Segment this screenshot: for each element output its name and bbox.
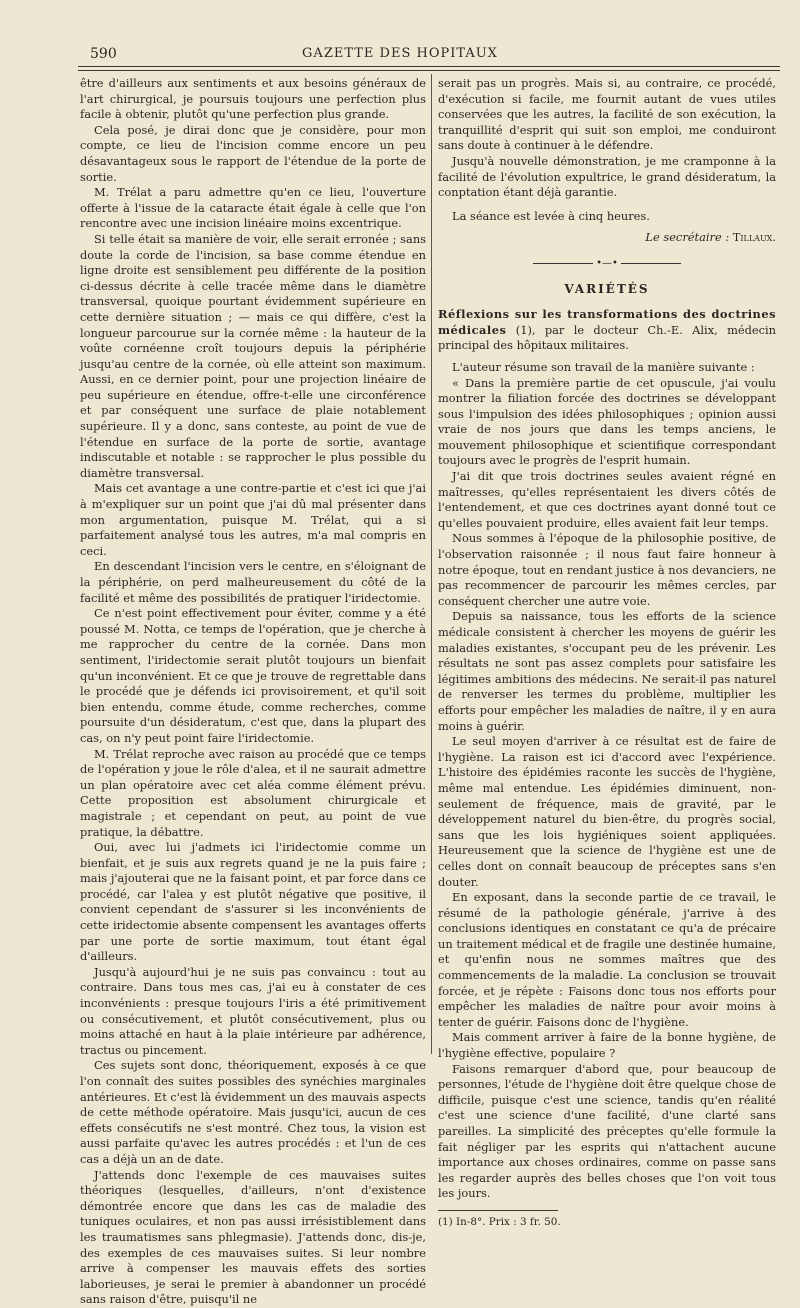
paragraph: En descendant l'incision vers le centre, en s'éloignant de la périphérie, on perd malheureusement du côté de la facilité et même des possibilités de pratiquer l'iridectomie.: [80, 559, 426, 605]
paragraph: M. Trélat a paru admettre qu'en ce lieu, l'ouverture offerte à l'issue de la cataracte était égale à celle que l'on rencontre avec une incision linéaire moins excentrique.: [80, 185, 426, 231]
signature-name: Tillaux.: [732, 230, 776, 245]
paragraph: Jusqu'à nouvelle démonstration, je me cramponne à la facilité de l'évolution expultrice, le grand désideratum, la conptation étant déjà garantie.: [438, 153, 776, 200]
footnote-rule: [438, 1210, 558, 1211]
spacer: [438, 201, 776, 209]
paragraph: L'auteur résume son travail de la manière suivante :: [452, 359, 755, 374]
column-divider: [431, 74, 432, 1054]
signature-role: Le secrétaire :: [645, 230, 730, 245]
header-rule-double: [78, 70, 780, 71]
paragraph: être d'ailleurs aux sentiments et aux besoins généraux de l'art chirurgical, je poursuis toujours une perfection plus facile à obtenir, plutôt qu'une perfection plus grande.: [80, 76, 426, 122]
article-title: Réflexions sur les transformations des doctrines médicales: [438, 307, 776, 337]
paragraph: Ces sujets sont donc, théoriquement, exposés à ce que l'on connaît des suites possibles des synéchies marginales antérieures. Et c'est là évidemment un des mauvais aspects de cette méthode opératoire. Mais jusqu'ici, aucun de ces effets consécutifs ne s'est montré. Chez tous, la vision est aussi parfaite qu'avec les autres procédés : et l'un de ces cas a déjà un an de date.: [80, 1058, 427, 1166]
section-ornament: [438, 256, 776, 272]
ornament-line: [621, 263, 681, 264]
right-column: [438, 76, 776, 1231]
paragraph: En exposant, dans la seconde partie de ce travail, le résumé de la pathologie générale, j'arrive à des conclusions identiques en constatant ce qu'a de précaire un traitement médical et de fragile une destinée humaine, et qu'enfin nous ne sommes maîtres que des commencements de la maladie. La conclusion se trouvait forcée, et je répète : Faisons donc tous nos efforts pour empêcher les maladies de naître pour avoir moins à tenter de guérir. Faisons donc de l'hygiène.: [438, 890, 776, 1029]
ornament-line: [533, 263, 593, 264]
paragraph: Le seul moyen d'arriver à ce résultat est de faire de l'hygiène. La raison est ici d'accord avec l'expérience. L'histoire des épidémies raconte les succès de l'hygiène, même mal entendue. Les épidémies diminuent, non-seulement de fréquence, mais de gravité, par le développement naturel du bien-être, du progrès social, sans que les lois hygiéniques soient appliquées. Heureusement que la science de l'hygiène est une de celles dont on connaît beaucoup de préceptes sans s'en douter.: [438, 734, 776, 889]
paragraph: Ce n'est point effectivement pour éviter, comme y a été poussé M. Notta, ce temps de l'opération, que je cherche à me rapprocher du centre de la cornée. Dans mon sentiment, l'iridectomie serait plutôt toujours un bienfait qu'un inconvénient. Et ce que je trouve de regrettable dans le procédé que je défends ici provisoirement, et qu'il soit bien entendu, comme étude, comme recherches, comme poursuite d'un désideratum, c'est que, dans la plupart des cas, on n'y peut point faire l'iridectomie.: [80, 606, 426, 745]
paragraph: Oui, avec lui j'admets ici l'iridectomie comme un bienfait, et je suis aux regrets quand je ne la puis faire ; mais j'ajouterai que ne la faisant point, et par force dans ce procédé, car l'alea y est plutôt négative que positive, il convient cependant de s'assurer si les inconvénients de cette iridectomie absente compensent les avantages offerts par une porte de sortie maximum, tout étant égal d'ailleurs.: [80, 840, 426, 964]
paragraph: Faisons remarquer d'abord que, pour beaucoup de personnes, l'étude de l'hygiène doit être quelque chose de difficile, puisque c'est une science, tandis qu'en réalité c'est une science d'une facilité, d'une clarté sans pareilles. La simplicité des préceptes qu'elle formule la fait négliger par les esprits qui n'attachent aucune importance aux choses ordinaires, comme on passe sans les regarder auprès des belles choses que l'on voit tous les jours.: [438, 1061, 776, 1201]
footnote: (1) In-8°. Prix : 3 fr. 50.: [438, 1215, 561, 1228]
article-byline: (1), par le docteur Ch.-E. Alix, médecin principal des hôpitaux militaires.: [438, 322, 777, 353]
paragraph: J'ai dit que trois doctrines seules avaient régné en maîtresses, qu'elles représentaient les divers côtés de l'entendement, et que ces doctrines ayant donné tout ce qu'elles pouvaient produire, elles avaient fait leur temps.: [438, 469, 776, 530]
paragraph: Si telle était sa manière de voir, elle serait erronée ; sans doute la corde de l'incision, sa base comme étendue en ligne droite est sensiblement peu différente de la position ci-dessus décrite à celle tracée même dans le diamètre transversal, quoique pourtant évidemment supérieure en cette dernière situation ; — mais ce qui diffère, c'est la longueur parcourue sur la cornée même : la hauteur de la voûte cornéenne croît toujours depuis la périphérie jusqu'au centre de la cornée, où elle atteint son maximum. Aussi, en ce dernier point, pour une projection linéaire de peu supérieure en étendue, offre-t-elle une circonférence et par conséquent une surface de plaie notablement supérieure. Il y a donc, sans conteste, au point de vue de l'étendue en surface de la porte de sortie, avantage indiscutable et notable : se rapprocher le plus possible du diamètre transversal.: [80, 231, 426, 480]
left-column: [80, 76, 426, 1308]
paragraph: serait pas un progrès. Mais si, au contraire, ce procédé, d'exécution si facile, me fournit autant de vues utiles conservées que les autres, la facilité de son exécution, la tranquillité d'esprit qui suit son emploi, me conduiront sans doute à continuer à le défendre.: [438, 76, 776, 153]
paragraph: Nous sommes à l'époque de la philosophie positive, de l'observation raisonnée ; il nous faut faire honneur à notre époque, tout en rendant justice à nos devanciers, ne pas recommencer de parcourir les mêmes cercles, par conséquent chercher une autre voie.: [438, 531, 776, 608]
page-number: 590: [90, 46, 117, 62]
ornament-glyph: •—•: [596, 257, 618, 269]
paragraph: Depuis sa naissance, tous les efforts de la science médicale consistent à chercher les moyens de guérir les maladies existantes, s'occupant peu de les prévenir. Les résultats ne sont pas assez complets pour satisfaire les légitimes ambitions des médecins. Ne serait-il pas naturel de renverser les termes du problème, multiplier les efforts pour empêcher les maladies de naître, il y en aura moins à guérir.: [438, 609, 776, 733]
article-heading: [438, 307, 776, 354]
paragraph: « Dans la première partie de cet opuscule, j'ai voulu montrer la filiation forcée des doctrines se développant sous l'impulsion des idées philosophiques ; opinion aussi vraie de nos jours que dans les temps anciens, le mouvement philosophique et scientifique correspondant toujours avec le progrès de l'esprit humain.: [438, 375, 776, 468]
section-title: VARIÉTÉS: [564, 281, 650, 296]
paragraph: Mais cet avantage a une contre-partie et c'est ici que j'ai à m'expliquer sur un point que j'ai dû mal présenter dans mon argumentation, puisque M. Trélat, qui a si parfaitement analysé tous les autres, m'a mal compris en ceci.: [80, 481, 426, 558]
session-closing: La séance est levée à cinq heures.: [452, 208, 650, 223]
running-title: GAZETTE DES HOPITAUX: [302, 46, 498, 61]
paragraph: J'attends donc l'exemple de ces mauvaises suites théoriques (lesquelles, d'ailleurs, n'ont d'existence démontrée encore que dans les cas de maladie des tuniques oculaires, et non pas aussi irrésistiblement dans les traumatismes sans phlegmasie). J'attends donc, dis-je, des exemples de ces mauvaises suites. Si leur nombre arrive à compenser les mauvais effets des sorties laborieuses, je serai le premier à abandonner un procédé sans raison d'être, puisqu'il ne: [80, 1167, 426, 1307]
paragraph: Mais comment arriver à faire de la bonne hygiène, de l'hygiène effective, populaire ?: [438, 1030, 776, 1061]
paragraph: Jusqu'à aujourd'hui je ne suis pas convaincu : tout au contraire. Dans tous mes cas, j'ai eu à constater de ces inconvénients : presque toujours l'iris a été primitivement ou consécutivement, et plutôt consécutivement, plus ou moins attaché en haut à la plaie intérieure par adhérence, tractus ou pincement.: [80, 964, 426, 1057]
header-rule: [78, 66, 780, 67]
paragraph: Cela posé, je dirai donc que je considère, pour mon compte, ce lieu de l'incision comme encore un peu désavantageux sous le rapport de l'étendue de la porte de sortie.: [80, 122, 426, 184]
paragraph: M. Trélat reproche avec raison au procédé que ce temps de l'opération y joue le rôle d'alea, et il ne saurait admettre un plan opératoire avec cet aléa comme élément prévu. Cette proposition est absolument chirurgicale et magistrale ; et cependant on peut, au point de vue pratique, la débattre.: [80, 746, 426, 839]
signature: [438, 230, 776, 246]
